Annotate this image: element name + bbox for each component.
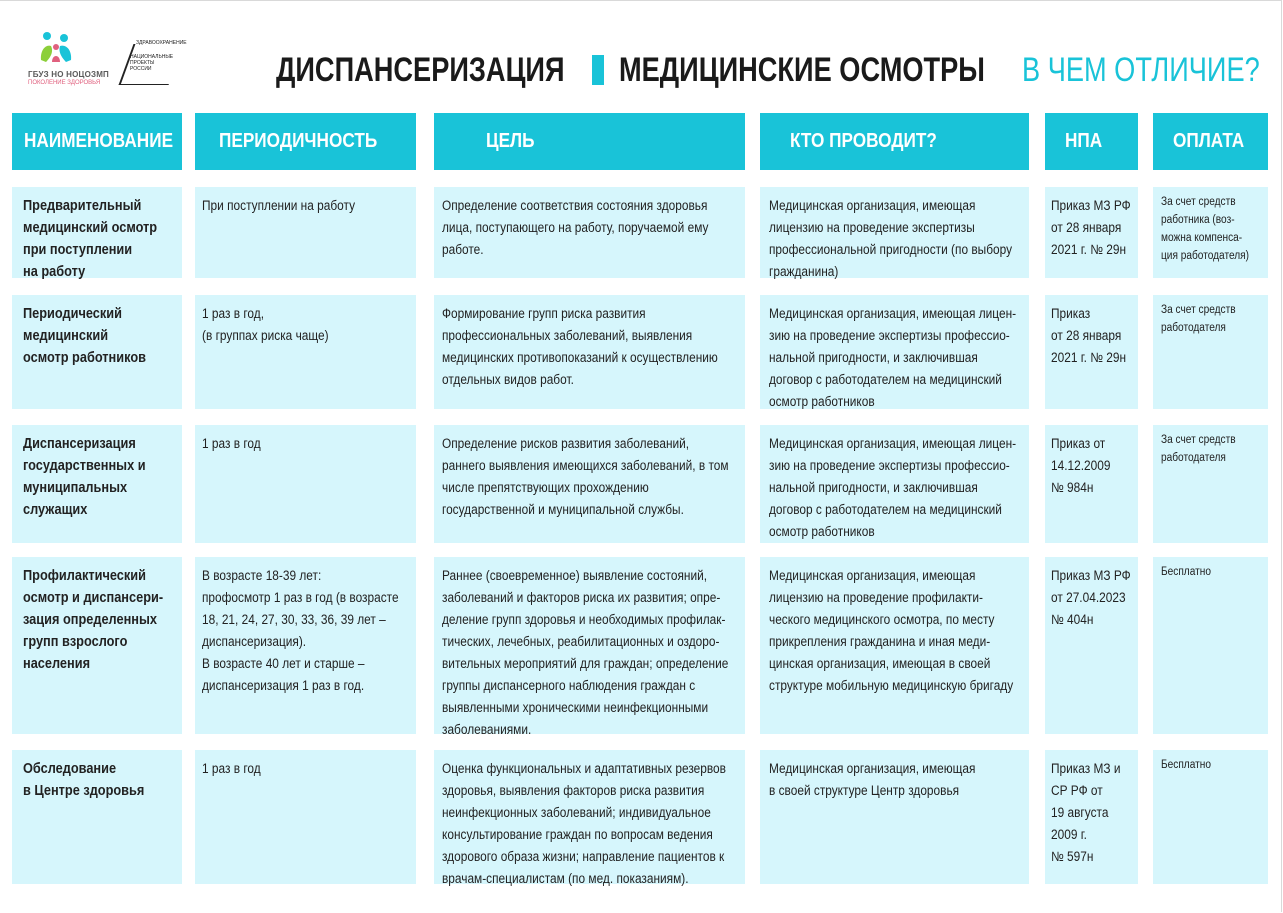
goal-cell [434, 295, 745, 409]
who-cell [760, 750, 1029, 884]
title-part-3: В ЧЕМ ОТЛИЧИЕ? [1022, 51, 1260, 89]
who-cell [760, 425, 1029, 543]
cell-text-line: Медицинская организация, имеющая [769, 568, 976, 583]
cell-text-line: нальной пригодности, и заключившая [769, 480, 978, 495]
cell-text-line: зию на проведение экспертизы профессио- [769, 328, 1010, 343]
npa-cell [1045, 187, 1138, 278]
cell-text-line: вительных мероприятий для граждан; определение [442, 656, 729, 671]
cell-text-line: осмотр работников [769, 524, 875, 539]
cell-text-line: СР РФ от [1051, 783, 1103, 798]
cell-text-line: здоровья, выявления факторов риска развития [442, 783, 705, 798]
cell-text-line: осмотр работников [769, 394, 875, 409]
cell-text-line: ция работодателя) [1161, 250, 1250, 262]
cell-text-line: зация определенных [23, 612, 157, 628]
name-cell [12, 750, 182, 884]
cell-text-line: выявленными хроническими неинфекционными [442, 700, 709, 715]
cell-text-line: населения [23, 656, 91, 672]
cell-text-line: Обследование [23, 761, 117, 777]
organization-slogan: ПОКОЛЕНИЕ ЗДОРОВЬЯ [28, 80, 101, 86]
name-cell [12, 425, 182, 543]
name-cell [12, 557, 182, 734]
cell-text-line: зию на проведение экспертизы профессио- [769, 458, 1010, 473]
cell-text-line: № 984н [1051, 480, 1094, 495]
logo2-line: РОССИИ [130, 66, 152, 72]
who-cell [760, 187, 1029, 278]
family-logo-icon [38, 30, 74, 64]
cell-text-line: Предварительный [23, 198, 142, 214]
cell-text-line: лицензию на проведение экспертизы [769, 220, 975, 235]
payment-cell [1153, 187, 1268, 278]
cell-text-line: осмотр работников [23, 350, 146, 366]
payment-cell [1153, 557, 1268, 734]
cell-text-line: Медицинская организация, имеющая [769, 198, 976, 213]
logo2-line: ПРОЕКТЫ [130, 60, 155, 66]
column-header-period: ПЕРИОДИЧНОСТЬ [195, 113, 416, 170]
cell-text-line: работодателя [1161, 452, 1226, 464]
logo2-line: НАЦИОНАЛЬНЫЕ [130, 54, 174, 60]
cell-text-line: от 28 января [1051, 328, 1122, 343]
cell-text-line: заболеваний и факторов риска их развития; опре- [442, 590, 721, 605]
cell-text-line: 1 раз в год [202, 436, 261, 451]
cell-text-line: работе. [442, 242, 484, 257]
cell-text-line: цинская организация, имеющая в своей [769, 656, 991, 671]
cell-text-line: в своей структуре Центр здоровья [769, 783, 960, 798]
who-cell [760, 295, 1029, 409]
organization-logo [28, 30, 108, 88]
cell-text-line: прикрепления гражданина и иная меди- [769, 634, 991, 649]
cell-text-line: структуре мобильную медицинскую бригаду [769, 678, 1014, 693]
cell-text-line: Раннее (своевременное) выявление состояний, [442, 568, 708, 583]
cell-text-line: Периодический [23, 306, 122, 322]
cell-text-line: договор с работодателем на медицинский [769, 502, 1002, 517]
period-cell [195, 295, 416, 409]
cell-text-line: государственной и муниципальной службы. [442, 502, 684, 517]
cell-text-line: профессиональной пригодности (по выбору [769, 242, 1013, 257]
cell-text-line: здорового образа жизни; направление пациентов к [442, 849, 725, 864]
period-cell [195, 750, 416, 884]
cell-text-line: Определение рисков развития заболеваний, [442, 436, 690, 451]
cell-text-line: профессиональных заболеваний, выявления [442, 328, 693, 343]
cell-text-line: 2021 г. № 29н [1051, 350, 1127, 365]
cell-text-line: профосмотр 1 раз в год (в возрасте [202, 590, 399, 605]
title-part-1: ДИСПАНСЕРИЗАЦИЯ [276, 51, 565, 89]
cell-text-line: лица, поступающего на работу, поручаемой ему [442, 220, 709, 235]
cell-text-line: № 597н [1051, 849, 1094, 864]
cell-text-line: числе препятствующих прохождению [442, 480, 649, 495]
cell-text-line: Медицинская организация, имеющая лицен- [769, 436, 1017, 451]
cell-text-line: За счет средств [1161, 196, 1236, 208]
cell-text-line: на работу [23, 264, 86, 280]
cell-text-line: Медицинская организация, имеющая [769, 761, 976, 776]
cell-text-line: Приказ [1051, 306, 1091, 321]
cell-text-line: служащих [23, 502, 88, 518]
cell-text-line: заболеваниями. [442, 722, 532, 737]
cell-text-line: от 28 января [1051, 220, 1122, 235]
goal-cell [434, 557, 745, 737]
cell-text-line: нальной пригодности, и заключившая [769, 350, 978, 365]
cell-text-line: За счет средств [1161, 434, 1236, 446]
period-cell [195, 425, 416, 543]
cell-text-line: За счет средств [1161, 304, 1236, 316]
logo2-top-text: ЗДРАВООХРАНЕНИЕ [136, 40, 187, 46]
cell-text-line: 14.12.2009 [1051, 458, 1111, 473]
cell-text-line: лицензию на проведение профилакти- [769, 590, 983, 605]
national-projects-logo [116, 38, 187, 88]
goal-cell [434, 750, 745, 884]
who-cell [760, 557, 1029, 734]
cell-text-line: Профилактический [23, 568, 146, 584]
cell-text-line: 19 августа [1051, 805, 1109, 820]
cell-text-line: Диспансеризация [23, 436, 136, 452]
cell-text-line: Бесплатно [1161, 759, 1211, 771]
period-cell [195, 187, 416, 278]
cell-text-line: групп взрослого [23, 634, 128, 650]
column-header-name: НАИМЕНОВАНИЕ [12, 113, 182, 170]
period-cell [195, 557, 416, 734]
cell-text-line: работодателя [1161, 322, 1226, 334]
cell-text-line: деление групп здоровья и необходимых профилак- [442, 612, 726, 627]
cell-text-line: отдельных видов работ. [442, 372, 574, 387]
cell-text-line: 1 раз в год, [202, 306, 264, 321]
cell-text-line: Приказ МЗ РФ [1051, 568, 1131, 583]
organization-name: ГБУЗ НО НОЦОЗМП [28, 70, 110, 79]
cell-text-line: работника (воз- [1161, 214, 1235, 226]
column-header-npa: НПА [1045, 113, 1138, 170]
name-cell [12, 295, 182, 409]
column-header-who: КТО ПРОВОДИТ? [760, 113, 1029, 170]
payment-cell [1153, 295, 1268, 409]
cell-text-line: Формирование групп риска развития [442, 306, 646, 321]
cell-text-line: 1 раз в год [202, 761, 261, 776]
cell-text-line: государственных и [23, 458, 146, 474]
cell-text-line: ческого медицинского осмотра, по месту [769, 612, 995, 627]
cell-text-line: медицинских противопоказаний к осуществлению [442, 350, 718, 365]
cell-text-line: диспансеризация 1 раз в год. [202, 678, 365, 693]
cell-text-line: тических, лечебных, реабилитационных и оздоро- [442, 634, 720, 649]
npa-cell [1045, 557, 1138, 734]
npa-cell [1045, 425, 1138, 543]
cell-text-line: 18, 21, 24, 27, 30, 33, 36, 39 лет – [202, 612, 386, 627]
cell-text-line: № 404н [1051, 612, 1094, 627]
cell-text-line: раннего выявления имеющихся заболеваний, в том [442, 458, 729, 473]
cell-text-line: диспансеризация). [202, 634, 307, 649]
payment-cell [1153, 750, 1268, 884]
title-part-2: МЕДИЦИНСКИЕ ОСМОТРЫ [619, 51, 985, 89]
cell-text-line: муниципальных [23, 480, 128, 496]
cell-text-line: В возрасте 18-39 лет: [202, 568, 322, 583]
cell-text-line: врачам-специалистам (по мед. показаниям). [442, 871, 689, 886]
cell-text-line: 2009 г. [1051, 827, 1087, 842]
npa-cell [1045, 750, 1138, 884]
cell-text-line: от 27.04.2023 [1051, 590, 1126, 605]
cell-text-line: можна компенса- [1161, 232, 1243, 244]
cell-text-line: Медицинская организация, имеющая лицен- [769, 306, 1017, 321]
cell-text-line: Бесплатно [1161, 566, 1211, 578]
column-header-payment: ОПЛАТА [1153, 113, 1268, 170]
payment-cell [1153, 425, 1268, 543]
cell-text-line: консультирование граждан по вопросам ведения [442, 827, 713, 842]
cell-text-line: Приказ МЗ РФ [1051, 198, 1131, 213]
cell-text-line: Приказ МЗ и [1051, 761, 1121, 776]
cell-text-line: осмотр и диспансери- [23, 590, 164, 606]
cell-text-line: в Центре здоровья [23, 783, 145, 799]
column-header-goal: ЦЕЛЬ [434, 113, 745, 170]
cell-text-line: медицинский осмотр [23, 220, 158, 236]
cell-text-line: 2021 г. № 29н [1051, 242, 1127, 257]
cell-text-line: договор с работодателем на медицинский [769, 372, 1002, 387]
cell-text-line: гражданина) [769, 264, 839, 279]
npa-cell [1045, 295, 1138, 409]
cell-text-line: В возрасте 40 лет и старше – [202, 656, 365, 671]
cell-text-line: (в группах риска чаще) [202, 328, 329, 343]
title-divider-bar [592, 55, 604, 85]
cell-text-line: Определение соответствия состояния здоровья [442, 198, 708, 213]
cell-text-line: группы диспансерного наблюдения граждан с [442, 678, 696, 693]
cell-text-line: При поступлении на работу [202, 198, 356, 213]
goal-cell [434, 187, 745, 278]
cell-text-line: неинфекционных заболеваний; индивидуальное [442, 805, 711, 820]
cell-text-line: при поступлении [23, 242, 133, 258]
goal-cell [434, 425, 745, 543]
cell-text-line: Приказ от [1051, 436, 1106, 451]
name-cell [12, 187, 182, 278]
cell-text-line: Оценка функциональных и адаптативных резервов [442, 761, 726, 776]
cell-text-line: медицинский [23, 328, 109, 344]
